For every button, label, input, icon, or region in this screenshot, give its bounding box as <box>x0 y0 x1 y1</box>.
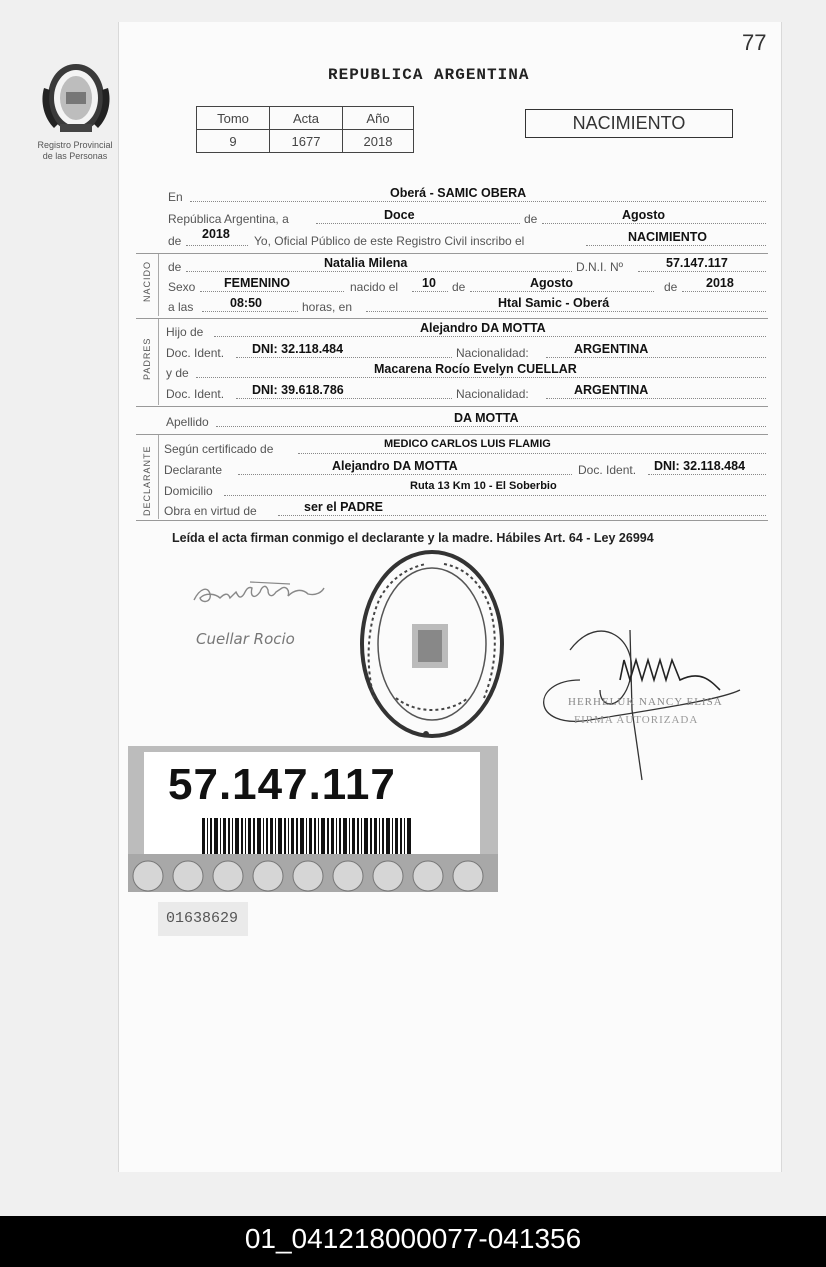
birth-time-value: 08:50 <box>230 296 262 310</box>
surname-value: DA MOTTA <box>454 411 519 425</box>
officer-name: HERHELUK NANCY ELISA <box>568 696 723 708</box>
sex-row <box>168 276 766 296</box>
year-value: 2018 <box>202 227 230 241</box>
barcode-icon <box>202 818 412 854</box>
book-reference-table <box>196 106 414 153</box>
mother-label: y de <box>166 366 189 380</box>
address-row <box>164 480 766 500</box>
value-tomo: 9 <box>197 130 270 153</box>
registry-name <box>22 140 128 162</box>
birth-place-value: Htal Samic - Oberá <box>498 296 610 310</box>
child-name-value: Natalia Milena <box>324 256 408 270</box>
cert-value: MEDICO CARLOS LUIS FLAMIG <box>384 438 551 450</box>
child-dni-label: D.N.I. Nº <box>576 260 624 274</box>
mother-row <box>166 362 766 382</box>
surname-label: Apellido <box>166 415 209 429</box>
registry-seal-icon <box>356 548 516 748</box>
year-prefix-label: de <box>168 234 182 248</box>
declarant-label: Declarante <box>164 463 223 477</box>
mother-doc-value: DNI: 39.618.786 <box>252 383 344 397</box>
value-acta: 1677 <box>270 130 343 153</box>
control-number: 01638629 <box>158 902 248 936</box>
address-value: Ruta 13 Km 10 - El Soberbio <box>410 480 557 492</box>
declarant-value: Alejandro DA MOTTA <box>332 459 458 473</box>
day-value: Doce <box>384 208 415 222</box>
closing-statement: Leída el acta firman conmigo el declarante y la madre. Hábiles Art. 64 - Ley 26994 <box>172 531 654 545</box>
address-label: Domicilio <box>164 484 213 498</box>
officer-title: FIRMA AUTORIZADA <box>574 714 699 726</box>
footer-code: 01_041218000077-041356 <box>0 1216 826 1267</box>
declarant-doc-label: Doc. Ident. <box>578 463 637 477</box>
place-label: En <box>168 190 183 204</box>
sex-label: Sexo <box>168 280 196 294</box>
inscribo-value: NACIMIENTO <box>628 230 707 244</box>
sticker-number: 57.147.117 <box>168 760 396 809</box>
child-dni-value: 57.147.117 <box>666 256 728 270</box>
registry-line-2: de las Personas <box>42 151 108 161</box>
security-pattern-icon <box>128 854 498 892</box>
birth-day-value: 10 <box>422 276 436 290</box>
born-label: nacido el <box>350 280 399 294</box>
declarant-row <box>164 459 766 479</box>
child-name-label: de <box>168 260 182 274</box>
mother-name-value: Macarena Rocío Evelyn CUELLAR <box>374 362 577 376</box>
official-text: Yo, Oficial Público de este Registro Civil inscribo el <box>254 234 525 248</box>
mother-doc-row <box>166 383 766 403</box>
sex-value: FEMENINO <box>224 276 290 290</box>
month-value: Agosto <box>622 208 666 222</box>
value-anio: 2018 <box>343 130 414 153</box>
father-nat-value: ARGENTINA <box>574 342 649 356</box>
header-acta: Acta <box>270 107 343 130</box>
place-value: Oberá - SAMIC OBERA <box>390 186 527 200</box>
cert-label: Según certificado de <box>164 442 274 456</box>
provincial-emblem-icon <box>40 58 112 138</box>
father-signature-icon <box>190 574 330 614</box>
father-row <box>166 321 766 341</box>
registry-line-1: Registro Provincial <box>37 140 113 150</box>
hours-label: horas, en <box>302 300 353 314</box>
section-declarante-label: DECLARANTE <box>142 445 152 516</box>
place-row <box>168 186 766 206</box>
date-row <box>168 208 766 228</box>
date-de-label: de <box>524 212 538 226</box>
section-padres-label: PADRES <box>142 337 152 380</box>
mother-nat-value: ARGENTINA <box>574 383 649 397</box>
birth-month-value: Agosto <box>530 276 574 290</box>
republic-label: República Argentina, a <box>168 212 289 226</box>
mother-doc-label: Doc. Ident. <box>166 387 225 401</box>
id-number-sticker <box>128 746 498 892</box>
declarant-doc-value: DNI: 32.118.484 <box>654 459 746 473</box>
father-label: Hijo de <box>166 325 204 339</box>
section-nacido-label: NACIDO <box>142 260 152 302</box>
capacity-label: Obra en virtud de <box>164 504 257 518</box>
father-doc-value: DNI: 32.118.484 <box>252 342 344 356</box>
table-header-row <box>197 107 414 130</box>
certificate-row <box>164 438 766 458</box>
father-name-value: Alejandro DA MOTTA <box>420 321 546 335</box>
mother-signature: Cuellar Rocio <box>196 630 295 648</box>
capacity-value: ser el PADRE <box>304 500 383 514</box>
official-row <box>168 227 766 250</box>
time-label: a las <box>168 300 194 314</box>
father-doc-label: Doc. Ident. <box>166 346 225 360</box>
table-value-row <box>197 130 414 153</box>
birth-year-value: 2018 <box>706 276 734 290</box>
page-number: 77 <box>742 30 767 55</box>
child-name-row <box>168 256 766 276</box>
mother-nat-label: Nacionalidad: <box>456 387 529 401</box>
father-nat-label: Nacionalidad: <box>456 346 529 360</box>
capacity-row <box>164 500 766 520</box>
header-anio: Año <box>343 107 414 130</box>
surname-row <box>166 411 766 431</box>
birth-de2-label: de <box>664 280 678 294</box>
record-kind-box: NACIMIENTO <box>525 109 733 138</box>
time-row <box>168 296 766 316</box>
header-tomo: Tomo <box>197 107 270 130</box>
document-title: REPUBLICA ARGENTINA <box>328 66 530 84</box>
father-doc-row <box>166 342 766 362</box>
birth-de1-label: de <box>452 280 466 294</box>
